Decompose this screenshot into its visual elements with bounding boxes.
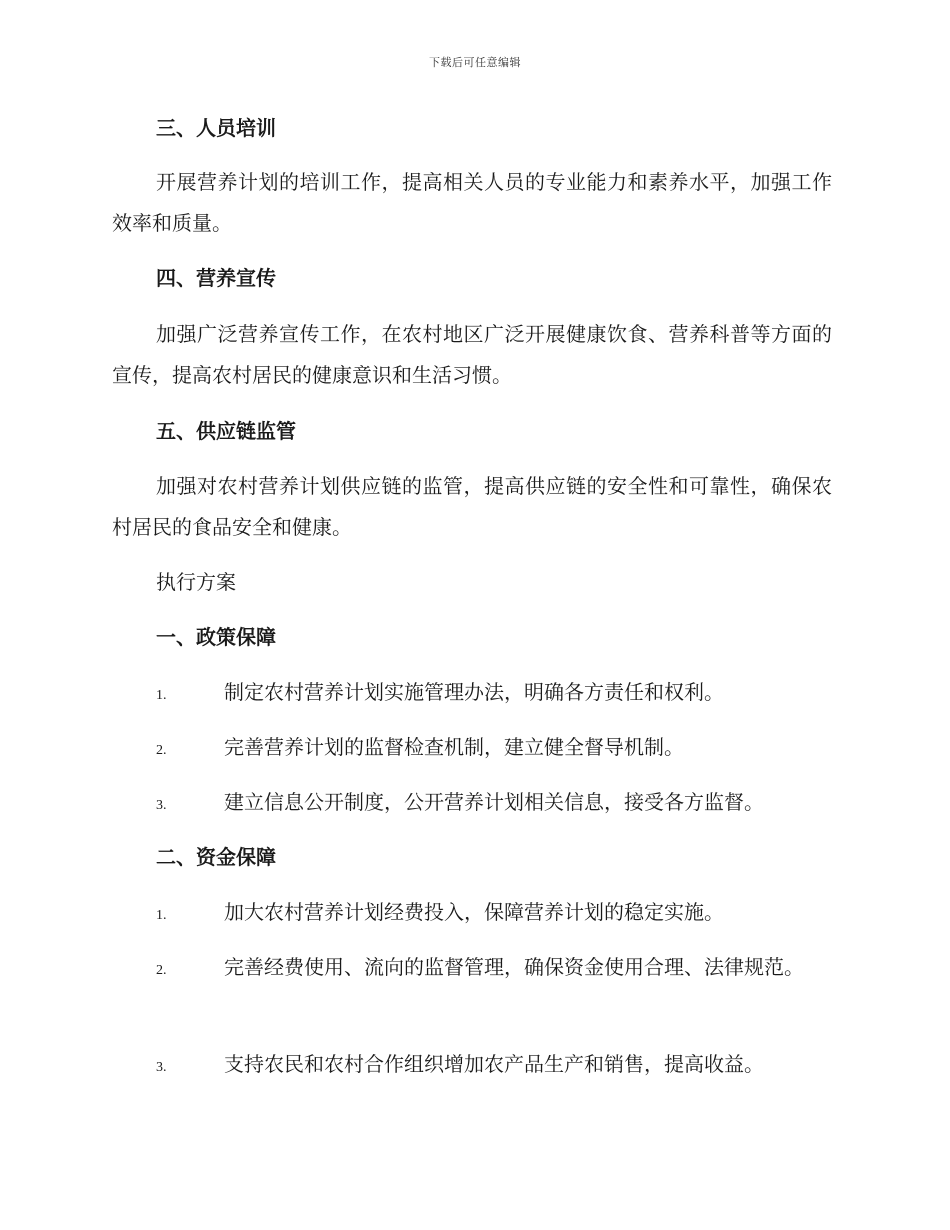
list-item-number: 1. xyxy=(156,688,167,703)
list-item-number: 1. xyxy=(156,908,167,923)
page-header: 下载后可任意编辑 xyxy=(429,56,521,69)
list-item xyxy=(112,672,832,716)
list-item-number: 3. xyxy=(156,1060,167,1075)
list-item-text: 完善经费使用、流向的监督管理，确保资金使用合理、法律规范。 xyxy=(224,955,804,979)
list-item-text: 完善营养计划的监督检查机制，建立健全督导机制。 xyxy=(224,735,684,759)
list-item xyxy=(112,782,832,826)
section-paragraph-training: 开展营养计划的培训工作，提高相关人员的专业能力和素养水平，加强工作效率和质量。 xyxy=(112,170,832,235)
section-paragraph-publicity: 加强广泛营养宣传工作，在农村地区广泛开展健康饮食、营养科普等方面的宣传，提高农村居民的健康意识和生活习惯。 xyxy=(112,322,832,387)
policy-heading: 一、政策保障 xyxy=(156,625,276,649)
list-item-number: 3. xyxy=(156,798,167,813)
section-paragraph-supply-chain: 加强对农村营养计划供应链的监管，提高供应链的安全性和可靠性，确保农村居民的食品安全和健康。 xyxy=(112,474,832,539)
section-heading-publicity: 四、营养宣传 xyxy=(156,266,276,290)
list-item-text: 支持农民和农村合作组织增加农产品生产和销售，提高收益。 xyxy=(224,1052,764,1076)
list-item-text: 加大农村营养计划经费投入，保障营养计划的稳定实施。 xyxy=(224,900,724,924)
list-item xyxy=(112,1044,832,1088)
plan-title: 执行方案 xyxy=(156,570,236,594)
list-item xyxy=(112,727,832,771)
list-item xyxy=(112,947,832,991)
section-heading-training: 三、人员培训 xyxy=(156,116,276,140)
list-item-text: 建立信息公开制度，公开营养计划相关信息，接受各方监督。 xyxy=(224,790,764,814)
list-item xyxy=(112,892,832,936)
list-item-text: 制定农村营养计划实施管理办法，明确各方责任和权利。 xyxy=(224,680,724,704)
list-item-number: 2. xyxy=(156,743,167,758)
list-item-number: 2. xyxy=(156,963,167,978)
section-heading-supply-chain: 五、供应链监管 xyxy=(156,419,296,443)
funding-heading: 二、资金保障 xyxy=(156,845,276,869)
